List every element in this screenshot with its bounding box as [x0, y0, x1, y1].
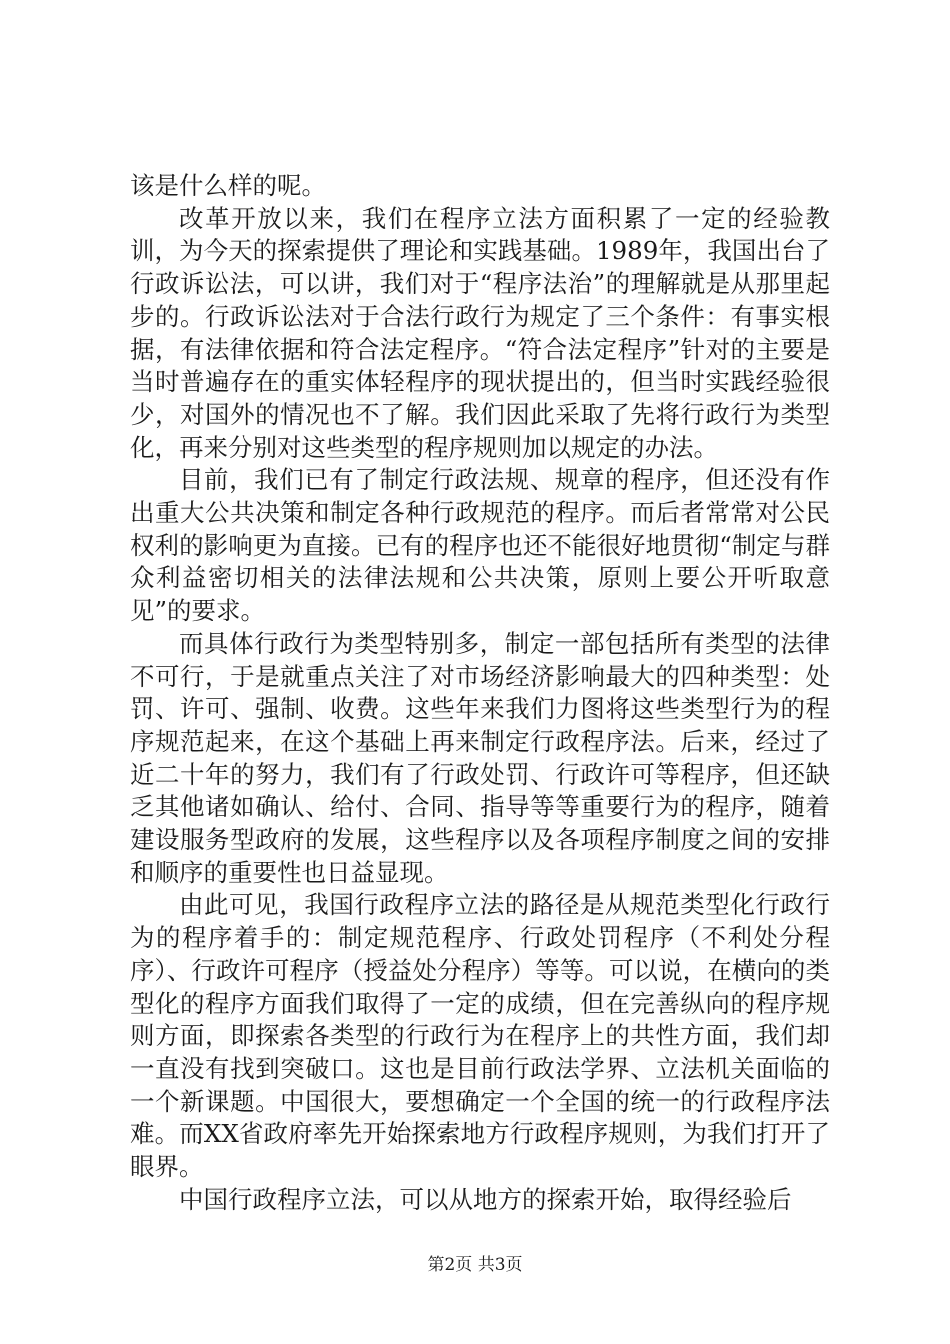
document-body [130, 170, 830, 1217]
paragraph-continuation: 该是什么样的呢。 [130, 171, 326, 200]
paragraph: 中国行政程序立法，可以从地方的探索开始，取得经验后 [179, 1184, 792, 1214]
page-number-footer: 第2页 共3页 [427, 1255, 523, 1275]
paragraph: 由此可见，我国行政程序立法的路径是从规范类型化行政行为的程序着手的：制定规范程序、行政处罚程序（不利处分程序）、行政许可程序（授益处分程序）等等。可以说，在横向的类型化的程序方面我们取得了一定的成绩，但在完善纵向的程序规则方面，即探索各类型的行政行为在程序上的共性方面，我们却一直没有找到突破口。这也是目前行政法学界、立法机关面临的一个新课题。中国很大，要想确定一个全国的统一的行政程序法难。而XX省政府率先开始探索地方行政程序规则，为我们打开了眼界。 [130, 890, 830, 1182]
paragraph: 目前，我们已有了制定行政法规、规章的程序，但还没有作出重大公共决策和制定各种行政规范的程序。而后者常常对公民权利的影响更为直接。已有的程序也还不能很好地贯彻“制定与群众利益密切相关的法律法规和公共决策，原则上要公开听取意见”的要求。 [130, 465, 830, 626]
paragraph: 而具体行政行为类型特别多，制定一部包括所有类型的法律不可行，于是就重点关注了对市场经济影响最大的四种类型：处罚、许可、强制、收费。这些年来我们力图将这些类型行为的程序规范起来，在这个基础上再来制定行政程序法。后来，经过了近二十年的努力，我们有了行政处罚、行政许可等程序，但还缺乏其他诸如确认、给付、合同、指导等等重要行为的程序，随着建设服务型政府的发展，这些程序以及各项程序制度之间的安排和顺序的重要性也日益显现。 [130, 628, 830, 887]
paragraph: 改革开放以来，我们在程序立法方面积累了一定的经验教训，为今天的探索提供了理论和实践基础。1989年，我国出台了行政诉讼法，可以讲，我们对于“程序法治”的理解就是从那里起步的。行政诉讼法对于合法行政行为规定了三个条件：有事实根据，有法律依据和符合法定程序。“符合法定程序”针对的主要是当时普遍存在的重实体轻程序的现状提出的，但当时实践经验很少，对国外的情况也不了解。我们因此采取了先将行政行为类型化，再来分别对这些类型的程序规则加以规定的办法。 [130, 203, 830, 462]
